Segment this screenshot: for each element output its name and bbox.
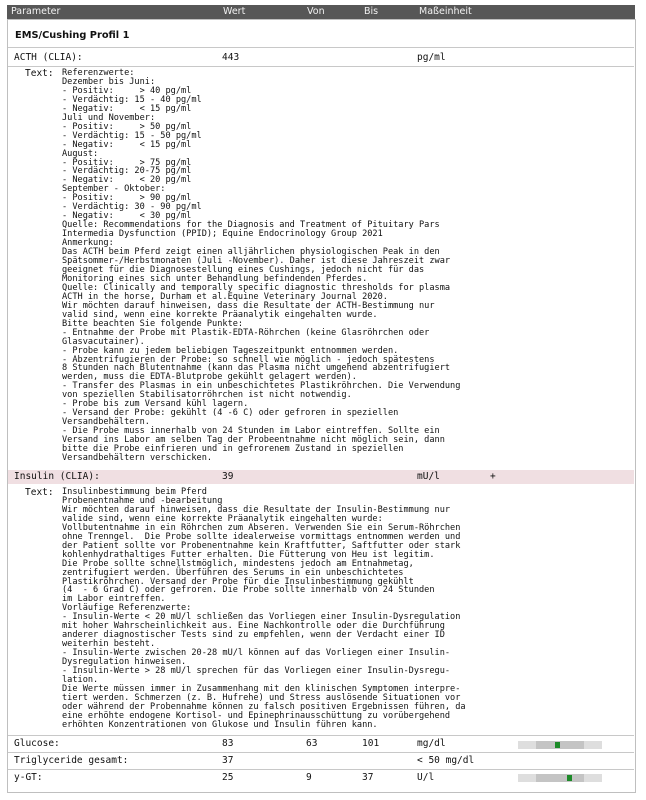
param-name: Glucose: (14, 738, 60, 749)
gauge-marker (555, 742, 560, 748)
param-from: 63 (306, 738, 318, 749)
result-row-insulin (8, 470, 634, 484)
param-from: 9 (306, 772, 312, 783)
param-name: Insulin (CLIA): (14, 471, 100, 482)
header-from: Von (307, 6, 325, 17)
param-unit: pg/ml (417, 52, 446, 63)
param-value: 37 (222, 755, 234, 766)
param-unit: < 50 mg/dl (417, 755, 475, 766)
divider (8, 752, 634, 753)
param-name: ACTH (CLIA): (14, 52, 83, 63)
gauge-reference-band (536, 741, 583, 749)
param-unit: U/l (417, 772, 435, 783)
divider (8, 66, 634, 67)
param-value: 25 (222, 772, 234, 783)
param-name: y-GT: (14, 772, 43, 783)
divider (8, 47, 634, 48)
param-value: 443 (222, 52, 240, 63)
acth-comment: Referenzwerte: Dezember bis Juni: - Positiv: > 40 pg/ml - Verdächtig: 15 - 40 pg/ml - Negativ: < 15 pg/ml Juli und November: - Positiv: > 50 pg/ml - Verdächtig: 15 - 50 pg/ml - Negativ: < 15 pg/ml August: - Positiv: > 75 pg/ml - Verdächtig: 20-75 pg/ml - Negativ: < 20 pg/ml September - Oktober: - Positiv: > 90 pg/ml - Verdächtig: 30 - 90 pg/ml - Negativ: < 30 pg/ml Quelle: Recommendations for the Diagnosis and Treatment of Pituitary Pars Intermedia Dysfunction (PPID); Equine Endocrinology Group 2021 Anmerkung: Das ACTH beim Pferd zeigt einen alljährlichen physiologischen Peak in den Spätsommer-/Herbstmonaten (Juli -November). Daher ist diese Jahreszeit zwar geeignet für die Diagnosestellung eines Cushings, jedoch nicht für das Monitoring eines sich unter Behandlung befindenden Pferdes. Quelle: Clinically and temporally specific diagnostic thresholds for plasma ACTH in the horse, Durham et al.Equine Veterinary Journal 2020. Wir möchten darauf hinweisen, dass die Resultate der ACTH-Bestimmung nur valid sind, wenn eine korrekte Präanalytik eingehalten wurde. Bitte beachten Sie folgende Punkte: - Entnahme der Probe mit Plastik-EDTA-Röhrchen (keine Glasröhrchen oder Glasvacutainer). - Probe kann zu jedem beliebigen Tageszeitpunkt entnommen werden. - Abzentrifugieren der Probe: so schnell wie möglich - jedoch spätestens 8 Stunden nach Blutentnahme (kann das Plasma nicht umgehend abzentrifugiert werden, muss die EDTA-Blutprobe gekühlt gelagert werden). - Transfer des Plasmas in ein unbeschichtetes Plastikröhrchen. Die Verwendung von speziellen Stabilisatorröhrchen ist nicht notwendig. - Probe bis zum Versand kühl lagern. - Versand der Probe: gekühlt (4 -6 C) oder gefroren in speziellen Versandbehältern. - Die Probe muss innerhalb von 24 Stunden im Labor eintreffen. Sollte ein Versand ins Labor am selben Tag der Probeentnahme nicht möglich sein, dann bitte die Probe einfrieren und in gefrorenem Zustand in speziellen Versandbehältern verschicken. (62, 68, 461, 463)
header-parameter: Parameter (11, 6, 61, 17)
param-to: 101 (362, 738, 380, 749)
result-row-acth (8, 51, 634, 65)
gauge-marker (567, 775, 572, 781)
flag-high: + (490, 471, 496, 482)
table-header (7, 5, 635, 19)
reference-gauge-glucose (518, 741, 602, 749)
text-label: Text: (25, 487, 54, 498)
gauge-reference-band (536, 774, 583, 782)
header-value: Wert (223, 6, 246, 17)
param-unit: mU/l (417, 471, 440, 482)
profile-title: EMS/Cushing Profil 1 (15, 30, 130, 41)
param-value: 83 (222, 738, 234, 749)
header-unit: Maßeinheit (419, 6, 472, 17)
param-value: 39 (222, 471, 234, 482)
reference-gauge-ggt (518, 774, 602, 782)
param-name: Triglyceride gesamt: (14, 755, 129, 766)
text-label: Text: (25, 68, 54, 79)
param-to: 37 (362, 772, 374, 783)
result-row-triglyceride (8, 754, 634, 768)
divider (8, 769, 634, 770)
header-to: Bis (364, 6, 379, 17)
insulin-comment: Insulinbestimmung beim Pferd Probenentnahme und -bearbeitung Wir möchten darauf hinweisen, dass die Resultate der Insulin-Bestimmung nur valide sind, wenn eine korrekte Präanalytik eingehalten wurde: Vollbutentnahme in ein Röhrchen zum Abseren. Verwenden Sie ein Serum-Röhrchen ohne Trenngel. Die Probe sollte idealerweise vormittags entnommen werden und der Patient sollte vor Probenentnahme kein Kraftfutter, Saftfutter oder stark kohlenhydrathaltiges Futter erhalten. Die Fütterung von Heu ist legitim. Die Probe sollte schnellstmöglich, mindestens jedoch am Entnahmetag, zentrifugiert werden. Überführen des Serums in ein unbeschichtetes Plastikröhrchen. Versand der Probe für die Insulinbestimmung gekühlt (4 - 6 Grad C) oder gefroren. Die Probe sollte innerhalb von 24 Stunden im Labor eintreffen. Vorläufige Referenzwerte: - Insulin-Werte < 20 mU/l schließen das Vorliegen einer Insulin-Dysregulation mit hoher Wahrscheinlichkeit aus. Eine Nachkontrolle oder die Durchführung anderer diagnostischer Tests sind zu empfehlen, wenn der Verdacht einer ID weiterhin besteht. - Insulin-Werte zwischen 20-28 mU/l können auf das Vorliegen einer Insulin- Dysregulation hinweisen. - Insulin-Werte > 28 mU/l sprechen für das Vorliegen einer Insulin-Dysregu- lation. Die Werte müssen immer in Zusammenhang mit den klinischen Symptomen interpre- tiert werden. Schmerzen (z. B. Hufrehe) und Stress auslösende Situationen vor oder während der Probennahme können zu falsch positiven Ergebnissen führen, da eine erhöhte endogene Kortisol- und Epinephrinausschüttung zu vorübergehend erhöhten Konzentrationen von Glukose und Insulin führen kann. (62, 487, 466, 730)
divider (8, 735, 634, 736)
param-unit: mg/dl (417, 738, 446, 749)
